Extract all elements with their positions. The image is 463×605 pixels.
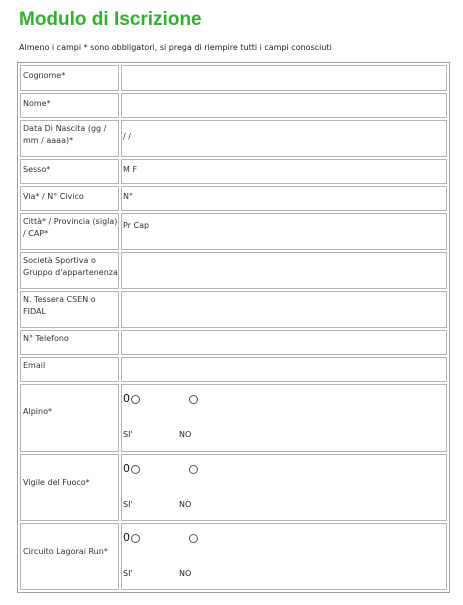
page-title: Modulo di Iscrizione [19,9,202,30]
row-tessera [20,291,447,328]
row-label: N° Telefono [23,334,69,343]
row-alpino: Alpino* 0 SI' NO [20,384,447,452]
row-citta [20,213,447,250]
telefono-input[interactable] [121,330,447,355]
required-fields-note: Almeno i campi * sono obbligatori, si prega di riempire tutti i campi conosciuti [19,43,332,52]
row-label: N. Tessera CSEN o FIDAL [23,295,96,316]
lagorai-no-radio[interactable] [189,534,198,543]
row-label: Società Sportiva o Gruppo d'appartenenza [23,256,118,277]
vigile-si-radio[interactable] [131,465,140,474]
row-label: Vigile del Fuoco* [23,478,90,487]
row-societa [20,252,447,289]
row-label: Cognome* [23,71,66,80]
sesso-input[interactable]: M F [121,159,447,184]
citta-input[interactable]: Pr Cap [121,213,447,250]
row-email [20,357,447,382]
row-label: Nome* [23,99,51,108]
registration-form [17,62,450,593]
row-label: Email [23,361,46,370]
row-via [20,186,447,211]
row-label: Sesso* [23,165,51,174]
row-label: Data Di Nascita (gg / mm / aaaa)* [23,124,107,145]
row-circuito-lagorai: Circuito Lagorai Run* 0 SI' NO [20,523,447,590]
row-label: Circuito Lagorai Run* [23,547,108,556]
societa-input[interactable] [121,252,447,289]
row-sesso [20,159,447,184]
nome-input[interactable] [121,93,447,118]
row-telefono [20,330,447,355]
row-label: Città* / Provincia (sigla) / CAP* [23,217,118,238]
row-nome [20,93,447,118]
vigile-no-radio[interactable] [189,465,198,474]
lagorai-si-radio[interactable] [131,534,140,543]
tessera-input[interactable] [121,291,447,328]
data-nascita-input[interactable]: / / [121,120,447,157]
email-input[interactable] [121,357,447,382]
row-data-nascita [20,120,447,157]
cognome-input[interactable] [121,65,447,91]
alpino-si-radio[interactable] [131,395,140,404]
via-input[interactable]: N° [121,186,447,211]
row-label: Alpino* [23,407,52,416]
alpino-no-radio[interactable] [189,395,198,404]
row-label: Via* / N° Civico [23,192,84,201]
row-vigile-fuoco: Vigile del Fuoco* 0 SI' NO [20,454,447,521]
row-cognome [20,65,447,91]
